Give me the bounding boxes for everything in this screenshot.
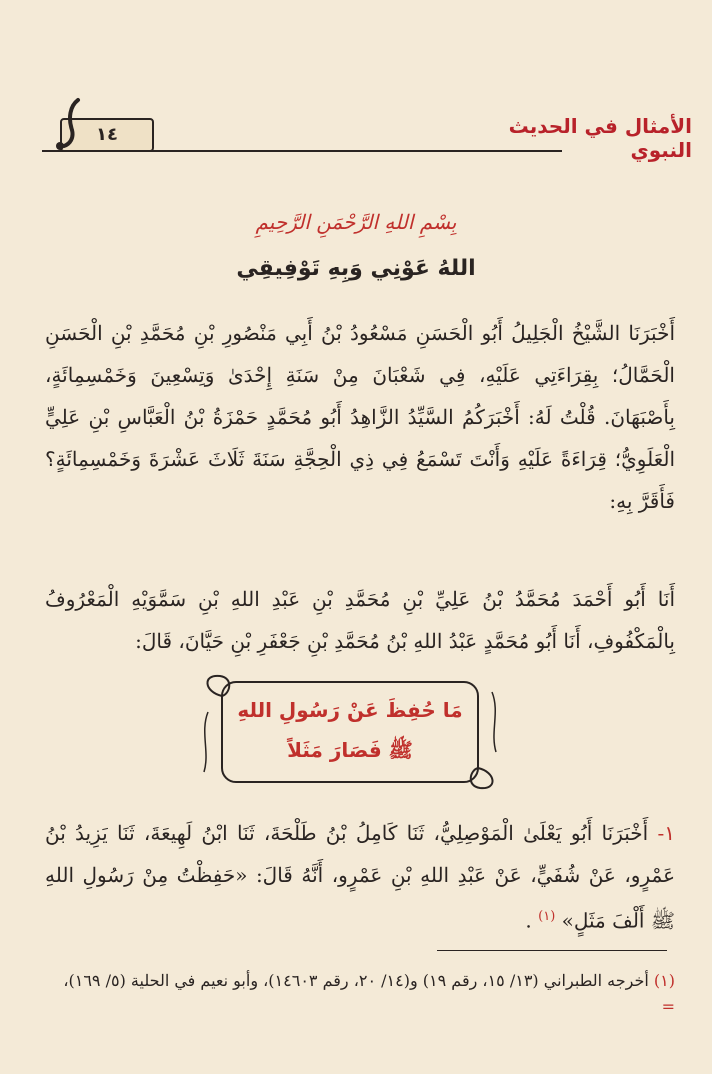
- hadith-end: .: [525, 908, 532, 933]
- paragraph-isnad-2: أَنَا أَبُو أَحْمَدَ مُحَمَّدُ بْنُ عَلِيِّ بْنِ مُحَمَّدِ بْنِ عَبْدِ اللهِ بْنِ سَمَّوَيْهِ الْمَعْرُوفُ بِالْمَكْفُوفِ، أَنَا أَبُو مُحَمَّدٍ عَبْدُ اللهِ بْنُ مُحَمَّدِ بْنِ جَعْفَرِ بْنِ حَيَّانَ، قَالَ:: [45, 587, 675, 653]
- footnote-rule: [437, 950, 667, 951]
- footnote: [45, 968, 675, 1020]
- footnote-text: أخرجه الطبراني (١٣/ ١٥، رقم ١٩) و(١٤/ ٢٠، رقم ١٤٦٠٣)، وأبو نعيم في الحلية (٥/ ١٦٩)،: [63, 971, 649, 990]
- basmala: بِسْمِ اللهِ الرَّحْمَنِ الرَّحِيمِ: [255, 210, 457, 234]
- hadith-text: أَخْبَرَنَا أَبُو يَعْلَىٰ الْمَوْصِلِيُّ، ثَنَا كَامِلُ بْنُ طَلْحَةَ، ثَنَا ابْنُ لَهِيعَةَ، ثَنَا يَزِيدُ بْنُ عَمْرٍو، عَنْ شُفَيٍّ، عَنْ عَبْدِ اللهِ بْنِ عَمْرٍو، أَنَّهُ قَالَ: «حَفِظْتُ مِنْ رَسُولِ اللهِ ﷺ أَلْفَ مَثَلٍ»: [45, 821, 675, 933]
- scroll-ornament-icon: [200, 672, 500, 792]
- running-title: الأمثال في الحديث النبوي: [508, 114, 692, 162]
- motto: اللهُ عَوْنِي وَبِهِ تَوْفِيقِي: [236, 256, 476, 281]
- footnote-ref: (١): [538, 909, 556, 924]
- page-number: ١٤: [60, 118, 154, 152]
- paragraph-isnad-1: أَخْبَرَنَا الشَّيْخُ الْجَلِيلُ أَبُو الْحَسَنِ مَسْعُودُ بْنُ أَبِي مَنْصُورِ بْنِ مُحَمَّدِ بْنِ الْحَسَنِ الْحَمَّالُ؛ بِقِرَاءَتِي عَلَيْهِ، فِي شَعْبَانَ مِنْ سَنَةِ إِحْدَىٰ وَتِسْعِينَ وَخَمْسِمِائَةٍ، بِأَصْبَهَانَ. قُلْتُ لَهُ: أَخْبَرَكُمُ السَّيِّدُ الزَّاهِدُ أَبُو مُحَمَّدٍ حَمْزَةُ بْنُ الْعَبَّاسِ بْنِ عَلِيٍّ الْعَلَوِيُّ؛ قِرَاءَةً عَلَيْهِ وَأَنْتَ تَسْمَعُ فِي ذِي الْحِجَّةِ سَنَةَ ثَلَاثَ عَشْرَةَ وَخَمْسِمِائَةٍ؟ فَأَقَرَّ بِهِ:: [45, 321, 675, 513]
- page-header: [20, 96, 692, 162]
- section-title: مَا حُفِظَ عَنْ رَسُولِ اللهِ: [237, 698, 463, 722]
- hadith-paragraph: [45, 812, 675, 942]
- section-title-scroll: [200, 672, 500, 792]
- hadith-number: ١-: [657, 821, 675, 845]
- header-ornament-icon: [50, 96, 90, 152]
- section-subtitle: ﷺ فَصَارَ مَثَلاً: [287, 738, 413, 762]
- footnote-marker: (١): [653, 971, 675, 990]
- footnote-continuation: =: [661, 997, 675, 1016]
